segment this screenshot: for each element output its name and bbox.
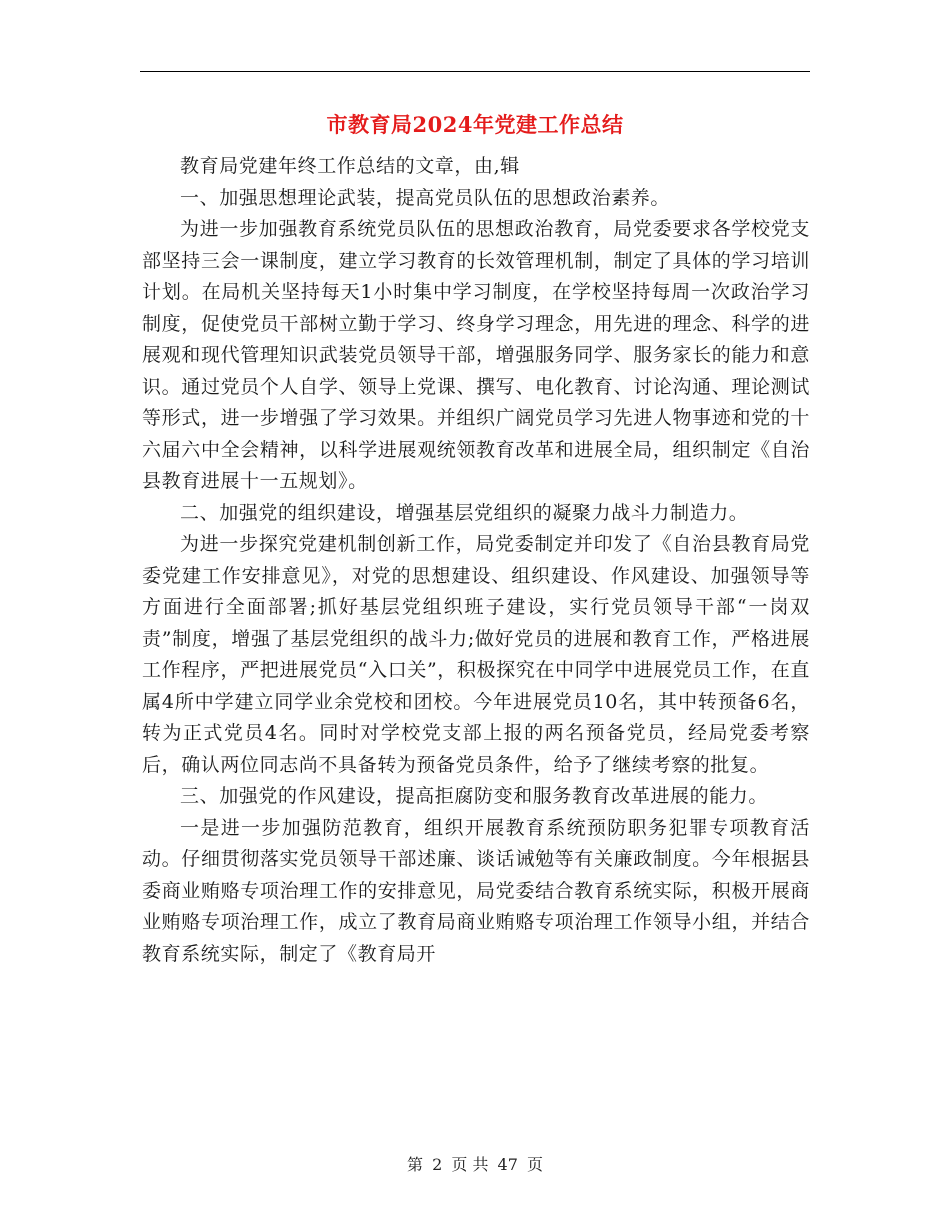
section-heading-1: 一、加强思想理论武装，提高党员队伍的思想政治素养。 xyxy=(180,186,671,209)
section-heading-2: 二、加强党的组织建设，增强基层党组织的凝聚力战斗力制造力。 xyxy=(180,501,749,524)
paragraph-intro: 教育局党建年终工作总结的文章，由,辑 xyxy=(180,155,520,177)
page-number: 2 xyxy=(432,1155,443,1174)
footer-middle: 页 共 xyxy=(451,1155,489,1174)
document-title: 市教育局2024年党建工作总结 xyxy=(326,112,624,137)
footer-prefix: 第 xyxy=(406,1155,423,1174)
header-rule xyxy=(140,71,810,72)
footer-suffix: 页 xyxy=(527,1155,544,1174)
section-heading-3: 三、加强党的作风建设，提高拒腐防变和服务教育改革进展的能力。 xyxy=(180,785,769,807)
paragraph-section-1: 为进一步加强教育系统党员队伍的思想政治教育，局党委要求各学校党支部坚持三会一课制度，建立学习教育的长效管理机制，制定了具体的学习培训计划。在局机关坚持每天1小时集中学习制度，在学校坚持每周一次政治学习制度，促使党员干部树立勤于学习、终身学习理念，用先进的理念、科学的进展观和现代管理知识武装党员领导干部，增强服务同学、服务家长的能力和意识。通过党员个人自学、领导上党课、撰写、电化教育、讨论沟通、理论测试等形式，进一步增强了学习效果。并组织广阔党员学习先进人物事迹和党的十六届六中全会精神，以科学进展观统领教育改革和进展全局，组织制定《自治县教育进展十一五规划》。 xyxy=(142,218,810,492)
document-body xyxy=(142,151,810,970)
paragraph-section-2: 为进一步探究党建机制创新工作，局党委制定并印发了《自治县教育局党委党建工作安排意见》，对党的思想建设、组织建设、作风建设、加强领导等方面进行全面部署;抓好基层党组织班子建设，实行党员领导干部“一岗双责”制度，增强了基层党组织的战斗力;做好党员的进展和教育工作，严格进展工作程序，严把进展党员“入口关”，积极探究在中同学中进展党员工作，在直属4所中学建立同学业余党校和团校。今年进展党员10名，其中转预备6名，转为正式党员4名。同时对学校党支部上报的两名预备党员，经局党委考察后，确认两位同志尚不具备转为预备党员条件，给予了继续考察的批复。 xyxy=(142,533,810,776)
paragraph-section-3: 一是进一步加强防范教育，组织开展教育系统预防职务犯罪专项教育活动。仔细贯彻落实党员领导干部述廉、谈话诫勉等有关廉政制度。今年根据县委商业贿赂专项治理工作的安排意见，局党委结合教育系统实际，积极开展商业贿赂专项治理工作，成立了教育局商业贿赂专项治理工作领导小组，并结合教育系统实际，制定了《教育局开 xyxy=(142,816,810,965)
total-pages: 47 xyxy=(497,1155,518,1174)
page-footer xyxy=(0,1154,950,1176)
